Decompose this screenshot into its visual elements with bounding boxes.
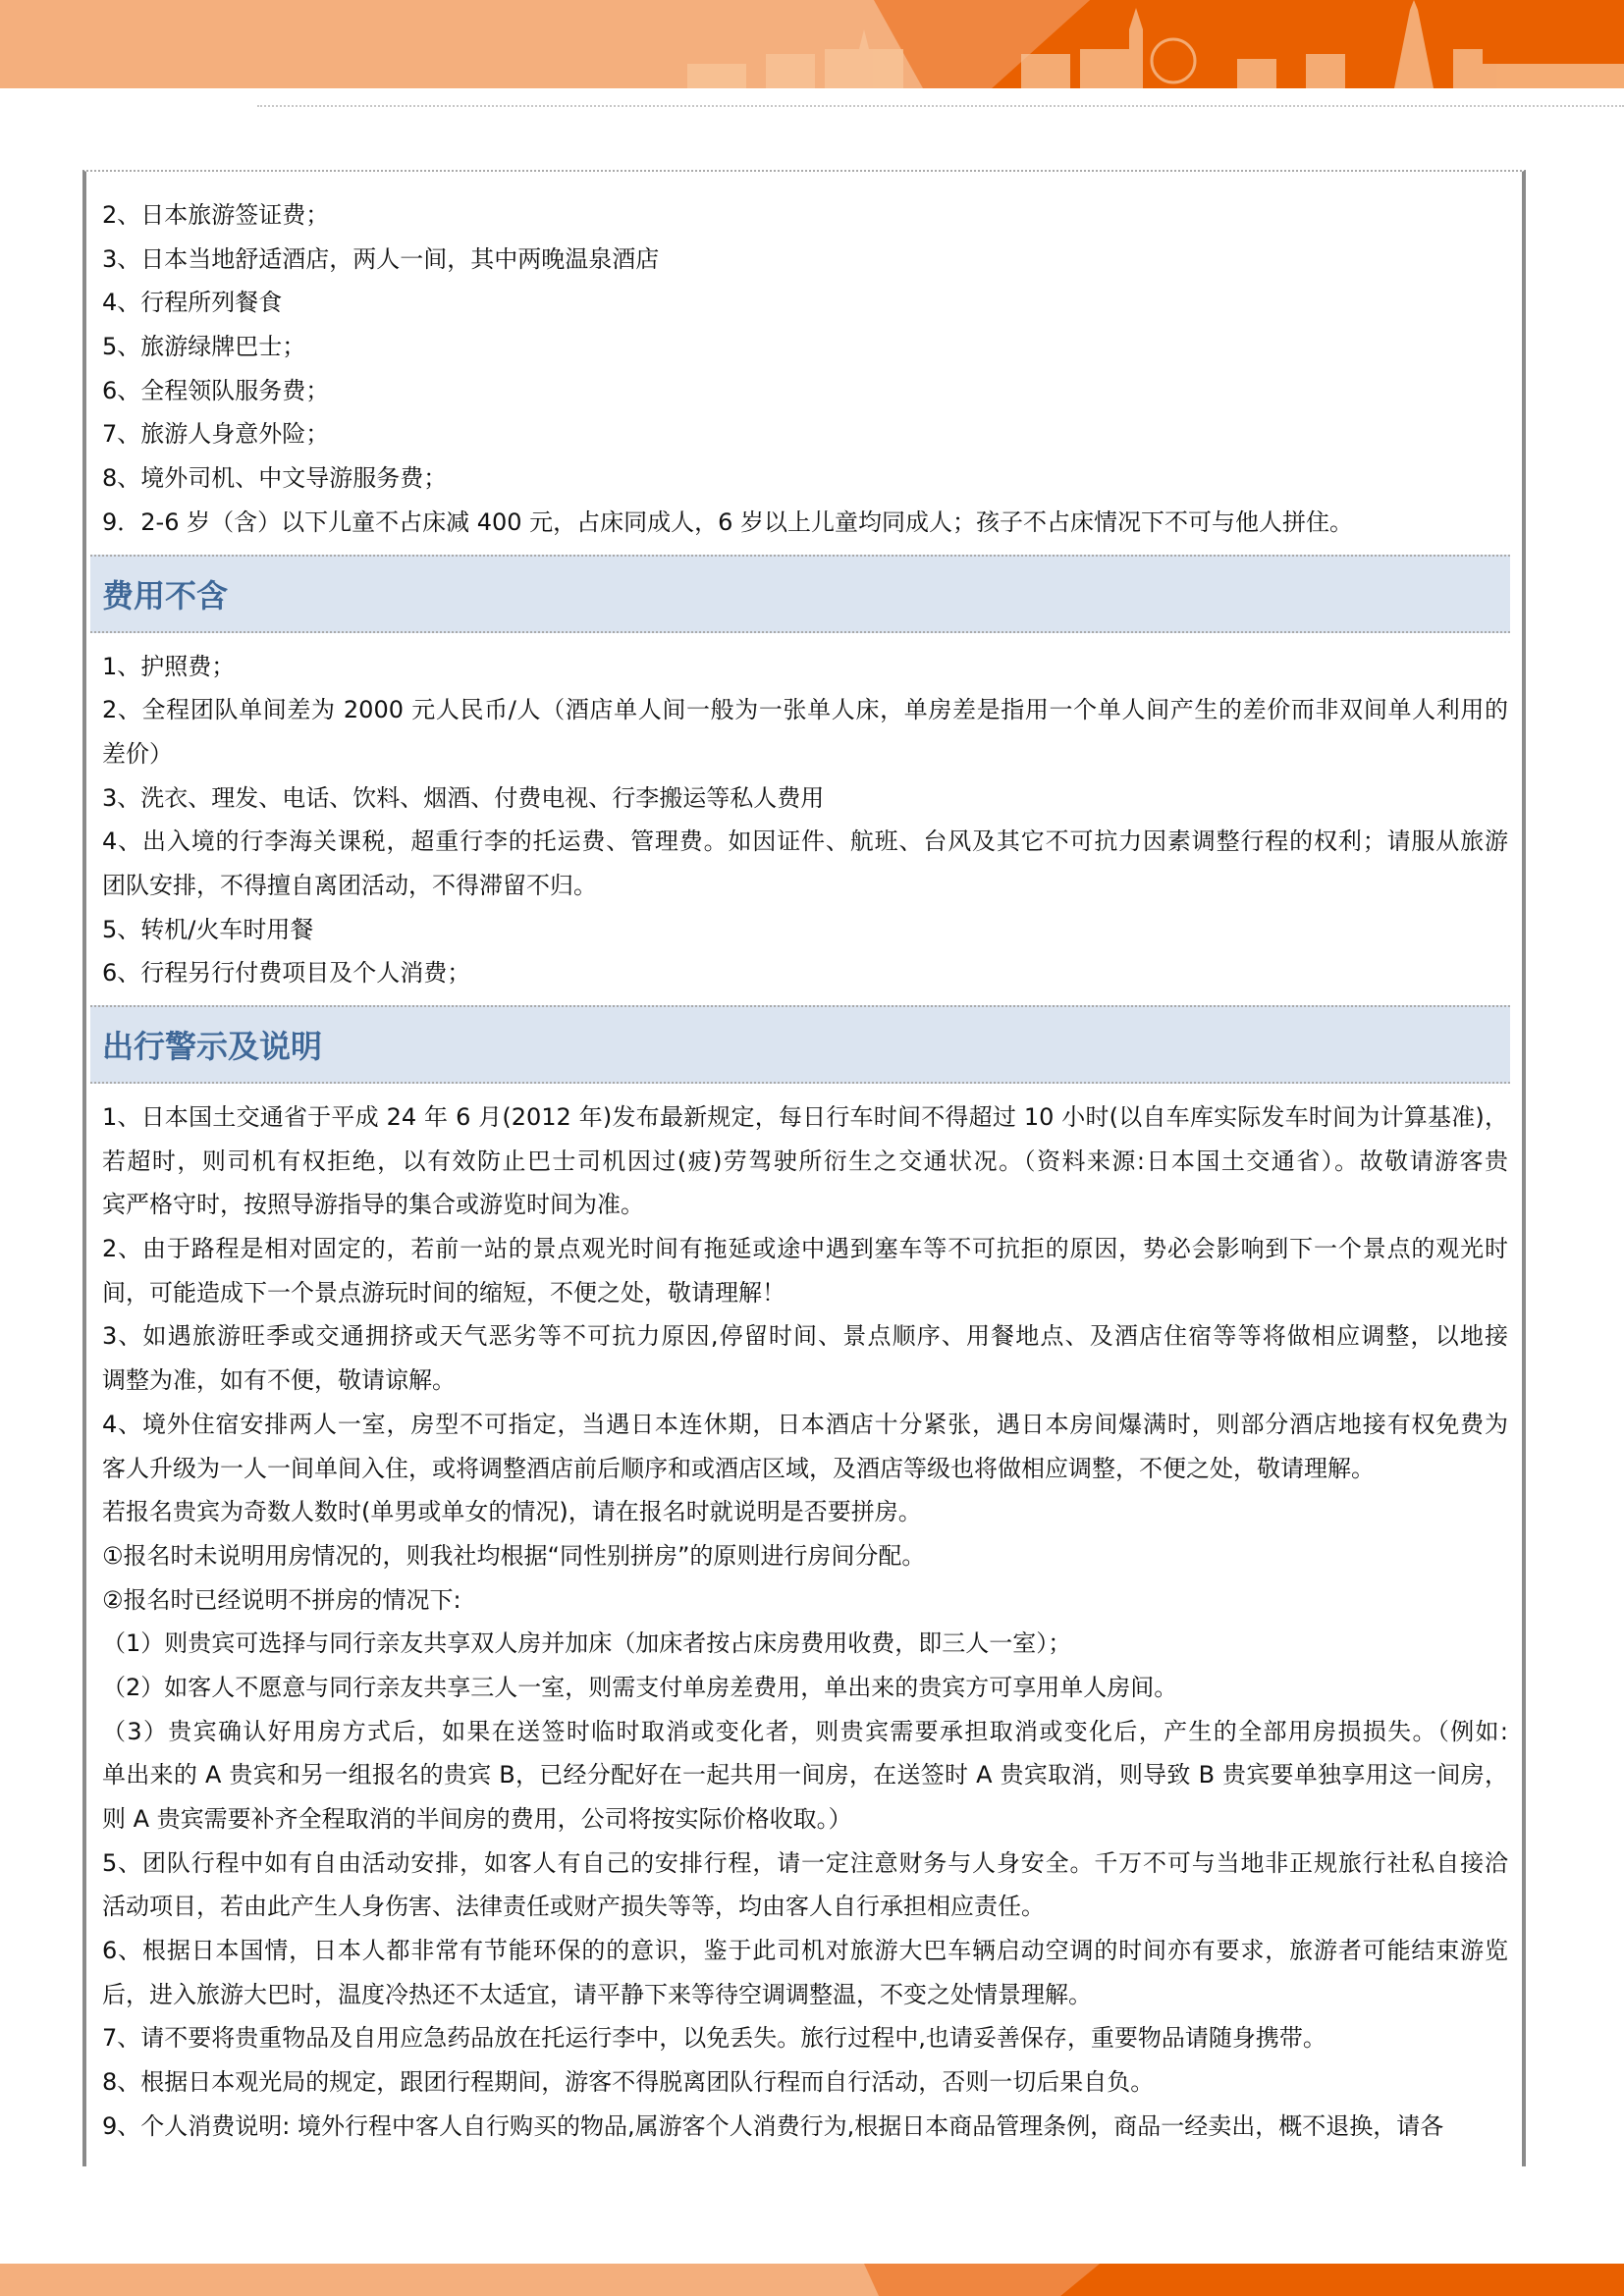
text-line: 5、旅游绿牌巴士； — [102, 333, 306, 361]
text-line: 8、境外司机、中文导游服务费； — [102, 464, 448, 493]
text-line: 6、全程领队服务费； — [102, 376, 330, 404]
text-line: 1、护照费； — [102, 652, 236, 680]
text-line: 宾严格守时，按照导游指导的集合或游览时间为准。 — [102, 1191, 644, 1219]
list-item — [102, 776, 1526, 821]
page-footer-banner — [0, 2264, 1624, 2296]
text-line: 间，可能造成下一个景点游玩时间的缩短，不便之处，敬请理解！ — [102, 1278, 785, 1307]
text-line: 3、如遇旅游旺季或交通拥挤或天气恶劣等不可抗力原因,停留时间、景点顺序、用餐地点、及酒店住宿等等将做相应调整，以地接 — [102, 1322, 1508, 1351]
list-item — [102, 281, 1526, 325]
text-line: 团队安排，不得擅自离团活动，不得滞留不归。 — [102, 871, 597, 899]
list-item — [102, 1622, 1526, 1666]
text-line: 9、个人消费说明: 境外行程中客人自行购买的物品,属游客个人消费行为,根据日本商品管理条例，商品一经卖出，概不退换，请各 — [102, 2111, 1444, 2140]
fees-excluded-section — [102, 645, 1526, 996]
section-title: 出行警示及说明 — [102, 1028, 323, 1065]
fees-included-section — [102, 193, 1526, 545]
list-item — [102, 412, 1526, 456]
list-item — [102, 325, 1526, 369]
text-line: 5、转机/火车时用餐 — [102, 915, 314, 943]
list-item — [102, 1534, 1526, 1578]
list-item — [102, 951, 1526, 995]
list-item — [102, 2105, 1526, 2149]
header-divider — [257, 105, 1624, 107]
list-item — [102, 908, 1526, 952]
section-header-excluded — [90, 555, 1510, 633]
text-line: （3）贵宾确认好用房方式后，如果在送签时临时取消或变化者，则贵宾需要承担取消或变化后，产生的全部用房损损失。（例如: — [102, 1717, 1508, 1745]
section-header-notes — [90, 1005, 1510, 1084]
text-line: ①报名时未说明用房情况的，则我社均根据“同性别拼房”的原则进行房间分配。 — [102, 1541, 926, 1570]
text-line: 差价） — [102, 739, 173, 768]
text-line: 6、行程另行付费项目及个人消费； — [102, 959, 471, 988]
list-item — [102, 1403, 1526, 1490]
list-item — [102, 820, 1526, 907]
list-item — [102, 1842, 1526, 1929]
section-title: 费用不含 — [102, 576, 229, 614]
text-line: 5、团队行程中如有自由活动安排，如客人有自己的安排行程，请一定注意财务与人身安全。千万不可与当地非正规旅行社私自接洽 — [102, 1848, 1508, 1877]
list-item — [102, 1710, 1526, 1842]
text-line: 单出来的 A 贵宾和另一组报名的贵宾 B，已经分配好在一起共用一间房，在送签时 A 贵宾取消，则导致 B 贵宾要单独享用这一间房， — [102, 1761, 1508, 1789]
list-item — [102, 1578, 1526, 1623]
itinerary-content-frame — [82, 170, 1526, 2166]
list-item — [102, 369, 1526, 413]
text-line: 1、日本国土交通省于平成 24 年 6 月(2012 年)发布最新规定，每日行车时间不得超过 10 小时(以自车库实际发车时间为计算基准)， — [102, 1103, 1508, 1131]
travel-notes-section — [102, 1095, 1526, 2149]
list-item — [102, 1929, 1526, 2016]
list-item — [102, 1227, 1526, 1314]
text-line: 后，进入旅游大巴时，温度冷热还不太适宜，请平静下来等待空调调整温，不变之处情景理解。 — [102, 1980, 1092, 2008]
list-item — [102, 1095, 1526, 1227]
text-line: 8、根据日本观光局的规定，跟团行程期间，游客不得脱离团队行程而自行活动，否则一切后果自负。 — [102, 2068, 1155, 2097]
text-line: ②报名时已经说明不拼房的情况下: — [102, 1585, 461, 1614]
list-item — [102, 2016, 1526, 2060]
text-line: 则 A 贵宾需要补齐全程取消的半间房的费用，公司将按实际价格收取。） — [102, 1805, 852, 1833]
text-line: 2、全程团队单间差为 2000 元人民币/人（酒店单人间一般为一张单人床，单房差是指用一个单人间产生的差价而非双间单人利用的 — [102, 696, 1508, 724]
text-line: 若超时，则司机有权拒绝，以有效防止巴士司机因过(疲)劳驾驶所衍生之交通状况。（资料来源:日本国土交通省）。故敬请游客贵 — [102, 1147, 1508, 1175]
skyline-banner-graphic — [0, 0, 1624, 88]
text-line: 2、由于路程是相对固定的，若前一站的景点观光时间有拖延或途中遇到塞车等不可抗拒的原因，势必会影响到下一个景点的观光时 — [102, 1235, 1508, 1263]
page-header-banner — [0, 0, 1624, 88]
text-line: 4、行程所列餐食 — [102, 289, 283, 317]
list-item — [102, 456, 1526, 501]
list-item — [102, 1314, 1526, 1402]
text-line: 2、日本旅游签证费； — [102, 201, 330, 229]
list-item — [102, 2060, 1526, 2105]
text-line: 7、请不要将贵重物品及自用应急药品放在托运行李中，以免丢失。旅行过程中,也请妥善保存，重要物品请随身携带。 — [102, 2024, 1326, 2053]
text-line: 若报名贵宾为奇数人数时(单男或单女的情况)，请在报名时就说明是否要拼房。 — [102, 1498, 922, 1526]
list-item — [102, 645, 1526, 689]
text-line: 3、洗衣、理发、电话、饮料、烟酒、付费电视、行李搬运等私人费用 — [102, 783, 825, 812]
list-item — [102, 238, 1526, 282]
list-item — [102, 1490, 1526, 1534]
footer-stripe-graphic — [0, 2264, 1624, 2296]
text-line: 活动项目，若由此产生人身伤害、法律责任或财产损失等等，均由客人自行承担相应责任。 — [102, 1893, 1045, 1921]
list-item — [102, 501, 1526, 545]
text-line: （1）则贵宾可选择与同行亲友共享双人房并加床（加床者按占床房费用收费，即三人一室）； — [102, 1629, 1072, 1658]
list-item — [102, 193, 1526, 238]
text-line: 调整为准，如有不便，敬请谅解。 — [102, 1366, 456, 1395]
text-line: 4、出入境的行李海关课税，超重行李的托运费、管理费。如因证件、航班、台风及其它不可抗力因素调整行程的权利；请服从旅游 — [102, 828, 1508, 856]
text-line: 4、境外住宿安排两人一室，房型不可指定，当遇日本连休期，日本酒店十分紧张，遇日本房间爆满时，则部分酒店地接有权免费为 — [102, 1410, 1508, 1438]
list-item — [102, 688, 1526, 775]
text-line: 客人升级为一人一间单间入住，或将调整酒店前后顺序和或酒店区域，及酒店等级也将做相应调整，不便之处，敬请理解。 — [102, 1454, 1375, 1482]
text-line: 3、日本当地舒适酒店，两人一间，其中两晚温泉酒店 — [102, 244, 660, 273]
text-line: 7、旅游人身意外险； — [102, 420, 330, 449]
text-line: （2）如客人不愿意与同行亲友共享三人一室，则需支付单房差费用，单出来的贵宾方可享用单人房间。 — [102, 1673, 1178, 1701]
text-line: 9．2-6 岁（含）以下儿童不占床减 400 元，占床同成人，6 岁以上儿童均同成人；孩子不占床情况下不可与他人拼住。 — [102, 507, 1354, 536]
list-item — [102, 1666, 1526, 1710]
text-line: 6、根据日本国情，日本人都非常有节能环保的的意识，鉴于此司机对旅游大巴车辆启动空调的时间亦有要求，旅游者可能结束游览 — [102, 1937, 1508, 1965]
